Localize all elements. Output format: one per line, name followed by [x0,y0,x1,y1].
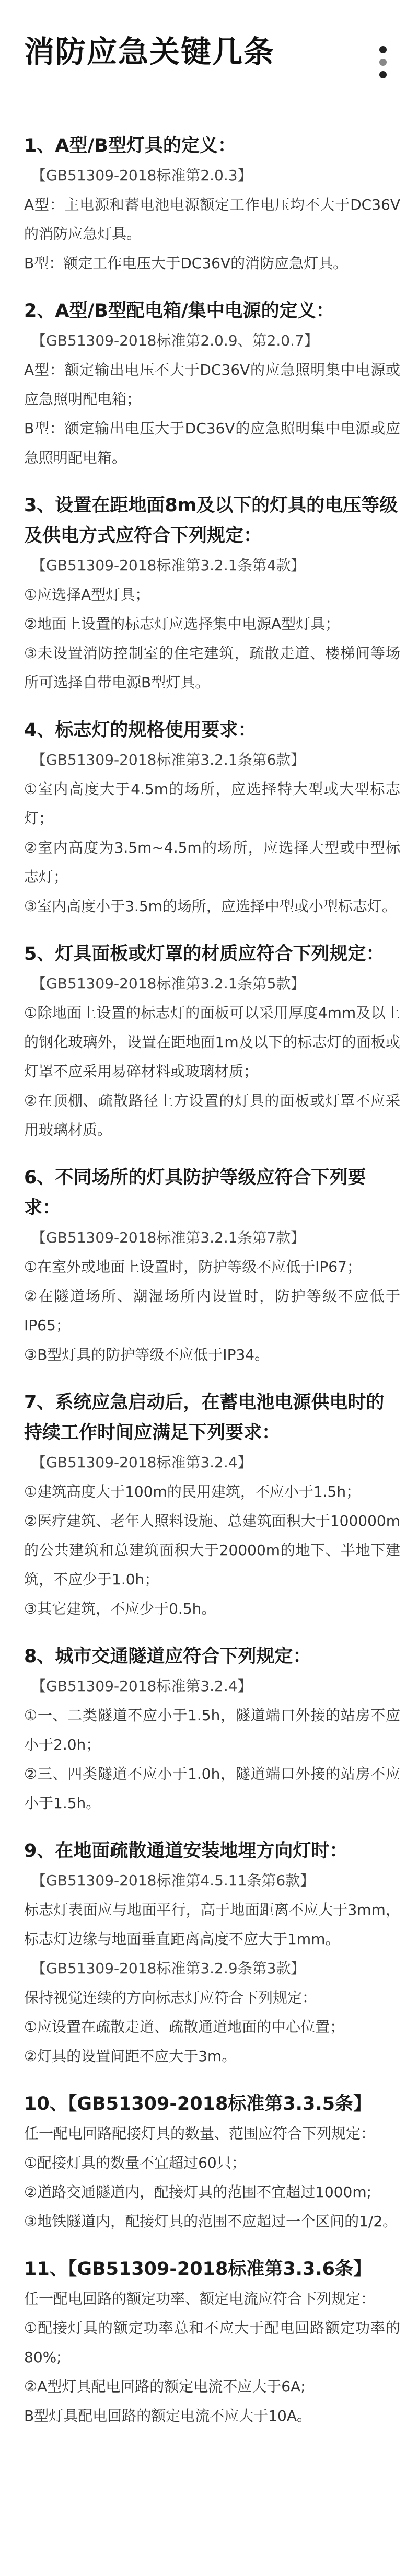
paragraph: A型：额定输出电压不大于DC36V的应急照明集中电源或应急照明配电箱； [24,361,400,408]
paragraph: B型：额定工作电压大于DC36V的消防应急灯具。 [24,255,348,272]
paragraph: ①在室外或地面上设置时，防护等级不应低于IP67； [24,1258,362,1275]
paragraph: ②在隧道场所、潮湿场所内设置时，防护等级不应低于IP65； [24,1287,400,1334]
standard-ref: 【GB51309-2018标准第3.2.4】 [31,1677,252,1695]
paragraph: 任一配电回路的额定功率、额定电流应符合下列规定： [24,2290,376,2307]
section-title: 5、灯具面板或灯罩的材质应符合下列规定： [24,944,385,964]
paragraph: ②三、四类隧道不应小于1.0h，隧道端口外接的站房不应小于1.5h。 [24,1765,400,1812]
paragraph: B型：额定输出电压大于DC36V的应急照明集中电源或应急照明配电箱。 [24,420,400,466]
section-9 [24,1836,400,2071]
paragraph: ②地面上设置的标志灯应选择集中电源A型灯具； [24,615,340,632]
paragraph: ①应选择A型灯具； [24,586,150,603]
paragraph: ②室内高度为3.5m~4.5m的场所，应选择大型或中型标志灯； [24,839,400,886]
section-7 [24,1387,400,1624]
section-title: 8、城市交通隧道应符合下列规定： [24,1646,311,1667]
standard-ref: 【GB51309-2018标准第3.2.1条第7款】 [31,1229,306,1246]
section-2 [24,296,400,473]
paragraph: ②道路交通隧道内，配接灯具的范围不宜超过1000m; [24,2183,372,2201]
standard-ref: 【GB51309-2018标准第3.2.9条第3款】 [31,1960,306,1977]
paragraph: ①室内高度大于4.5m的场所，应选择特大型或大型标志灯； [24,780,400,827]
paragraph: B型灯具配电回路的额定电流不应大于10A。 [24,2407,311,2424]
paragraph: ③未设置消防控制室的住宅建筑，疏散走道、楼梯间等场所可选择自带电源B型灯具。 [24,645,400,691]
standard-ref: 【GB51309-2018标准第3.2.1条第5款】 [31,975,306,992]
section-title: 11、【GB51309-2018标准第3.3.6条】 [24,2259,371,2280]
section-8 [24,1641,400,1818]
standard-ref: 【GB51309-2018标准第2.0.3】 [31,167,252,184]
paragraph: ①配接灯具的额定功率总和不应大于配电回路额定功率的80%; [24,2319,400,2366]
paragraph: ③B型灯具的防护等级不应低于IP34。 [24,1346,270,1363]
article-content [24,131,400,2448]
section-5 [24,939,400,1145]
section-6 [24,1163,400,1370]
section-title: 9、在地面疏散通道安装地埋方向灯时： [24,1841,348,1861]
standard-ref: 【GB51309-2018标准第2.0.9、第2.0.7】 [31,332,319,349]
paragraph: ①建筑高度大于100m的民用建筑，不应小于1.5h； [24,1483,361,1500]
dot-icon [379,46,387,53]
paragraph: ①一、二类隧道不应小于1.5h，隧道端口外接的站房不应小于2.0h； [24,1707,400,1753]
paragraph: ③地铁隧道内，配接灯具的范围不应超过一个区间的1/2。 [24,2213,398,2230]
dot-icon [379,59,387,66]
page-title: 消防应急关键几条 [24,34,275,70]
section-1 [24,131,400,278]
section-title: 10、【GB51309-2018标准第3.3.5条】 [24,2094,371,2114]
paragraph: ②灯具的设置间距不应大于3m。 [24,2048,237,2065]
paragraph: ①应设置在疏散走道、疏散通道地面的中心位置； [24,2018,345,2036]
paragraph: ①除地面上设置的标志灯的面板可以采用厚度4mm及以上的钢化玻璃外，设置在距地面1m及以下的标志灯的面板或灯罩不应采用易碎材料或玻璃材质； [24,1004,400,1080]
header [0,0,418,73]
paragraph: ②在顶棚、疏散路径上方设置的灯具的面板或灯罩不应采用玻璃材质。 [24,1092,400,1138]
section-title: 7、系统应急启动后，在蓄电池电源供电时的持续工作时间应满足下列要求： [24,1392,385,1443]
section-title: 2、A型/B型配电箱/集中电源的定义： [24,301,334,321]
paragraph: ①配接灯具的数量不宜超过60只； [24,2154,246,2171]
paragraph: 保持视觉连续的方向标志灯应符合下列规定： [24,1989,317,2006]
standard-ref: 【GB51309-2018标准第3.2.1条第6款】 [31,751,306,768]
section-3 [24,490,400,697]
more-options-icon[interactable] [377,46,390,82]
section-4 [24,715,400,921]
standard-ref: 【GB51309-2018标准第3.2.1条第4款】 [31,557,306,574]
section-title: 1、A型/B型灯具的定义： [24,135,236,156]
paragraph: ③其它建筑，不应少于0.5h。 [24,1600,216,1617]
section-title: 6、不同场所的灯具防护等级应符合下列要求： [24,1167,366,1218]
paragraph: ②A型灯具配电回路的额定电流不应大于6A; [24,2378,306,2395]
standard-ref: 【GB51309-2018标准第3.2.4】 [31,1454,252,1471]
section-title: 4、标志灯的规格使用要求： [24,720,257,741]
section-11 [24,2254,400,2431]
paragraph: ③室内高度小于3.5m的场所，应选择中型或小型标志灯。 [24,898,397,915]
paragraph: A型：主电源和蓄电池电源额定工作电压均不大于DC36V的消防应急灯具。 [24,196,400,243]
paragraph: 标志灯表面应与地面平行，高于地面距离不应大于3mm，标志灯边缘与地面垂直距离高度不应大于1mm。 [24,1901,400,1948]
paragraph: 任一配电回路配接灯具的数量、范围应符合下列规定： [24,2125,376,2142]
dot-icon [379,71,387,78]
section-10 [24,2089,400,2236]
section-title: 3、设置在距地面8m及以下的灯具的电压等级及供电方式应符合下列规定： [24,495,398,546]
standard-ref: 【GB51309-2018标准第4.5.11条第6款】 [31,1872,315,1889]
paragraph: ②医疗建筑、老年人照料设施、总建筑面积大于100000m的公共建筑和总建筑面积大于20000m的地下、半地下建筑，不应少于1.0h； [24,1512,400,1588]
